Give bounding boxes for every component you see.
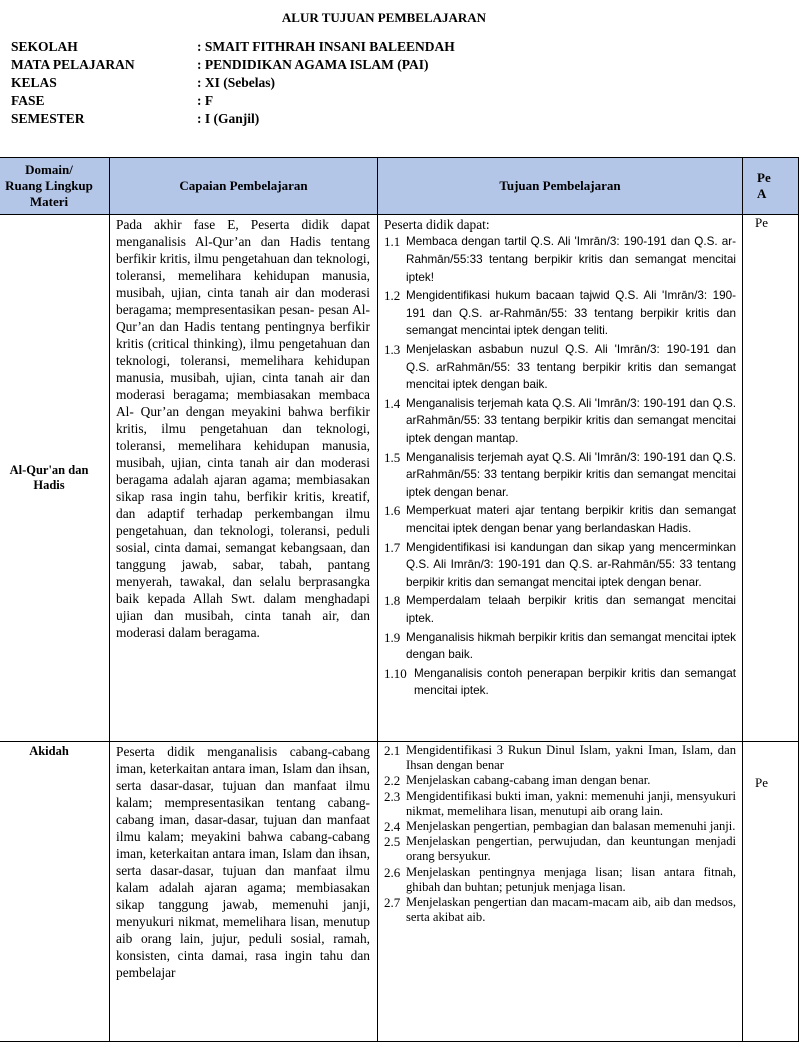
tujuan-intro: Peserta didik dapat: bbox=[384, 217, 490, 232]
header-capaian: Capaian Pembelajaran bbox=[110, 158, 378, 215]
list-item: 1.8 Memperdalam telaah berpikir kritis dan semangat mencitai iptek. bbox=[384, 593, 736, 626]
info-block bbox=[11, 38, 455, 128]
info-value: : SMAIT FITHRAH INSANI BALEENDAH bbox=[197, 39, 455, 54]
table-header-row bbox=[0, 158, 799, 215]
list-item: 1.6 Memperkuat materi ajar tentang berpikir kritis dan semangat mencitai iptek dengan benar yang berlandaskan Hadis. bbox=[384, 503, 736, 536]
learning-objectives-table bbox=[0, 157, 799, 1042]
tujuan-list bbox=[384, 743, 736, 925]
header-extra: Pe A bbox=[743, 158, 799, 215]
list-item: 1.3 Menjelaskan asbabun nuzul Q.S. Ali 'Imrān/3: 190-191 dan Q.S. arRahmān/55: 33 tentang berpikir kritis dan semangat mencitai iptek dengan baik. bbox=[384, 341, 736, 392]
info-label: SEMESTER bbox=[11, 111, 85, 126]
table-row bbox=[0, 742, 799, 1042]
list-item: 2.4 Menjelaskan pengertian, pembagian dan balasan memenuhi janji. bbox=[384, 819, 736, 835]
header-tujuan: Tujuan Pembelajaran bbox=[378, 158, 743, 215]
list-item: 1.5 Menganalisis terjemah ayat Q.S. Ali 'Imrān/3: 190-191 dan Q.S. arRahmān/55: 33 tentang berpikir kritis dan semangat mencitai iptek dengan benar. bbox=[384, 449, 736, 500]
info-row-school bbox=[11, 38, 455, 56]
list-item: 2.6 Menjelaskan pentingnya menjaga lisan; lisan antara fitnah, ghibah dan buhtan; petunjuk menjaga lisan. bbox=[384, 864, 736, 894]
domain-cell: Akidah bbox=[0, 742, 110, 1042]
capaian-cell: Pada akhir fase E, Peserta didik dapat menganalisis Al-Qur’an dan Hadis tentang berfikir kritis, ilmu pengetahuan dan teknologi, toleransi, memelihara kehidupan manusia, musibah, ujian, cinta tanah air dan moderasi beragama; mempresentasikan pesan- pesan Al-Qur’an dan Hadis tentang pentingnya berfikir kritis (critical thinking), ilmu pengetahuan dan teknologi, toleransi, memelihara kehidupan manusia, musibah, ujian, cinta tanah air dan moderasi beragama; membiasakan membaca Al- Qur’an dengan meyakini bahwa berfikir kritis, ilmu pengetahuan dan teknologi, toleransi, memelihara kehidupan manusia, musibah, ujian, cinta tanah air dan moderasi beragama adalah ajaran agama; membiasakan sikap rasa ingin tahu, berfikir kritis, kreatif, dan adaptif terhadap perkembangan ilmu pengetahuan, dan teknologi, toleransi, peduli sosial, cinta damai, semangat kebangsaan, dan tanggung jawab, sabar, tabah, pantang menyerah, tawakal, dan selalu berprasangka baik kepada Allah Swt. dalam menghadapi ujian dan musibah, cinta tanah air, dan moderasi dalam beragama. bbox=[110, 215, 378, 742]
info-value: : XI (Sebelas) bbox=[197, 75, 275, 90]
info-row-class bbox=[11, 74, 455, 92]
info-label: MATA PELAJARAN bbox=[11, 57, 135, 72]
list-item: 2.3 Mengidentifikasi bukti iman, yakni: memenuhi janji, mensyukuri nikmat, memelihara lisan, menutupi aib orang lain. bbox=[384, 788, 736, 818]
extra-cell: Pe bbox=[743, 742, 799, 1042]
domain-cell: Al-Qur'an dan Hadis bbox=[0, 215, 110, 742]
list-item: 2.5 Menjelaskan pengertian, perwujudan, dan keuntungan menjadi orang bersyukur. bbox=[384, 834, 736, 864]
list-item: 1.10 Menganalisis contoh penerapan berpikir kritis dan semangat mencitai iptek. bbox=[384, 665, 736, 698]
capaian-cell: Peserta didik menganalisis cabang-cabang iman, keterkaitan antara iman, Islam dan ihsan, serta dasar-dasar, tujuan dan manfaat ilmu kalam; mempresentasikan tentang cabang-cabang iman, dasar-dasar, tujuan dan manfaat ilmu kalam; meyakini bahwa cabang-cabang iman, keterkaitan antara iman, Islam dan ihsan, serta dasar-dasar, tujuan dan manfaat ilmu kalam adalah ajaran agama; membiasakan sikap tanggung jawab, memenuhi janji, menyukuri nikmat, memelihara lisan, menutup aib orang lain, jujur, peduli sosial, ramah, konsisten, cinta damai, rasa ingin tahu dan pembelajar bbox=[110, 742, 378, 1042]
info-value: : PENDIDIKAN AGAMA ISLAM (PAI) bbox=[197, 57, 429, 72]
tujuan-cell bbox=[378, 215, 743, 742]
list-item: 1.7 Mengidentifikasi isi kandungan dan sikap yang mencerminkan Q.S. Ali Imrān/3: 190-191 dan Q.S. ar-Rahmān/55: 33 tentang berpikir kritis dan semangat mencitai iptek dengan benar. bbox=[384, 539, 736, 590]
table-row bbox=[0, 215, 799, 742]
info-value: : I (Ganjil) bbox=[197, 111, 260, 126]
info-label: KELAS bbox=[11, 75, 57, 90]
list-item: 1.9 Menganalisis hikmah berpikir kritis dan semangat mencitai iptek dengan baik. bbox=[384, 629, 736, 662]
info-row-subject bbox=[11, 56, 455, 74]
extra-cell: Pe bbox=[743, 215, 799, 742]
tujuan-list bbox=[384, 233, 736, 700]
info-row-phase bbox=[11, 92, 455, 110]
list-item: 1.1 Membaca dengan tartil Q.S. Ali 'Imrān/3: 190-191 dan Q.S. ar-Rahmān/55:33 tentang berpikir kritis dan semangat mencitai iptek! bbox=[384, 234, 736, 284]
info-label: SEKOLAH bbox=[11, 39, 78, 54]
list-item: 2.7 Menjelaskan pengertian dan macam-macam aib, aib dan medsos, serta akibat aib. bbox=[384, 895, 736, 925]
list-item: 1.2 Mengidentifikasi hukum bacaan tajwid Q.S. Ali 'Imrān/3: 190-191 dan Q.S. ar-Rahmān/55: 33 tentang berpikir kritis dan semangat mencintai iptek dengan teliti. bbox=[384, 287, 736, 338]
tujuan-cell bbox=[378, 742, 743, 1042]
document-title: ALUR TUJUAN PEMBELAJARAN bbox=[281, 10, 487, 25]
info-value: : F bbox=[197, 93, 214, 108]
header-domain: Domain/ Ruang Lingkup Materi bbox=[0, 158, 110, 215]
list-item: 1.4 Menganalisis terjemah kata Q.S. Ali 'Imrān/3: 190-191 dan Q.S. arRahmān/55: 33 tentang berpikir kritis dan semangat mencitai iptek dengan mantap. bbox=[384, 395, 736, 446]
list-item: 2.1 Mengidentifikasi 3 Rukun Dinul Islam, yakni Iman, Islam, dan Ihsan dengan benar bbox=[384, 743, 736, 773]
info-row-semester bbox=[11, 110, 455, 128]
info-label: FASE bbox=[11, 93, 45, 108]
list-item: 2.2 Menjelaskan cabang-cabang iman dengan benar. bbox=[384, 773, 651, 789]
